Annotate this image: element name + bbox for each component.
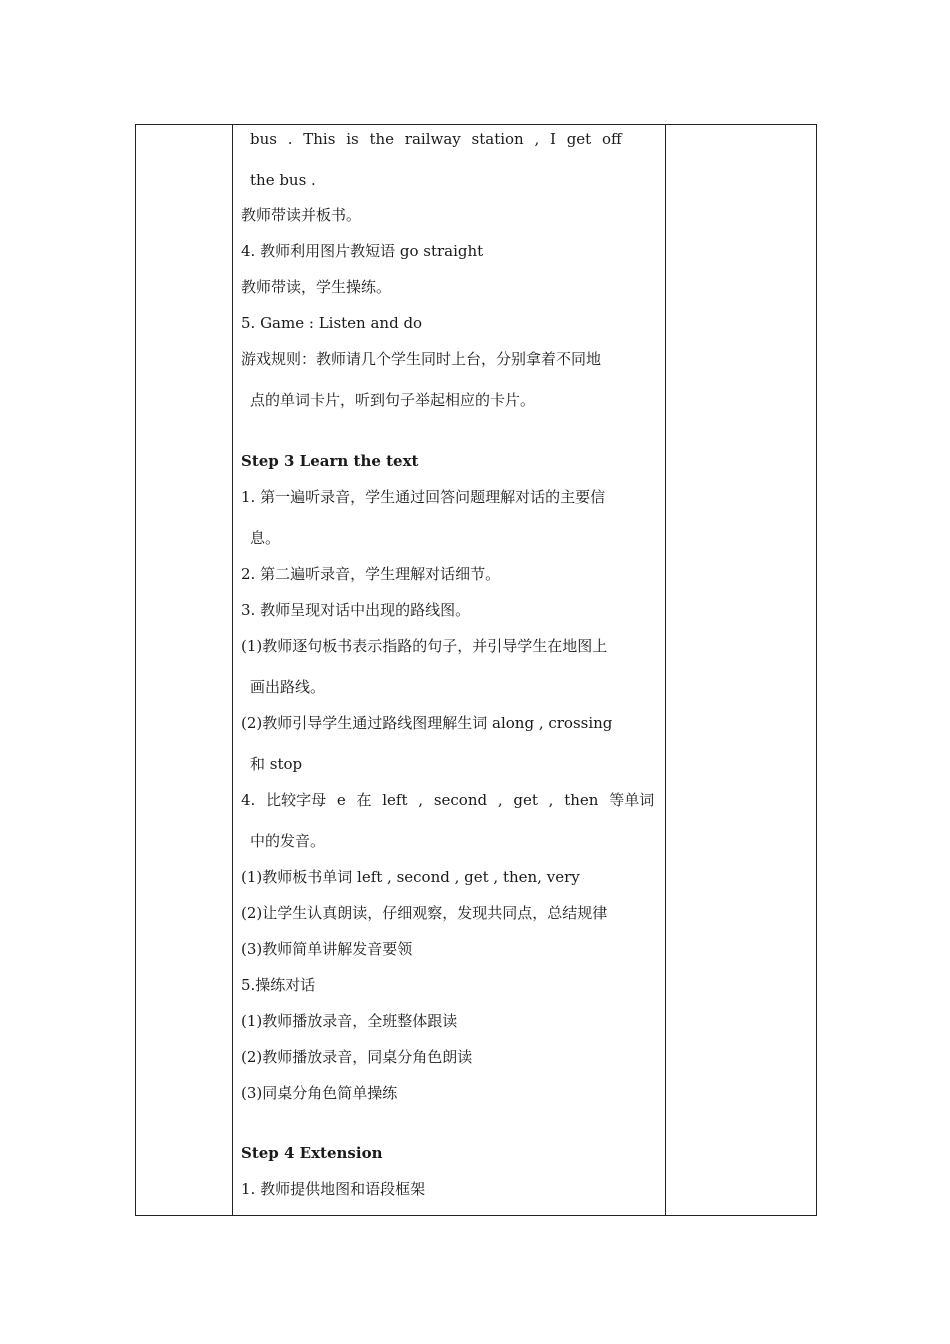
right-column-cell	[666, 125, 817, 1216]
text-line: 1. 第一遍听录音，学生通过回答问题理解对话的主要信	[241, 488, 606, 506]
text-line: 点的单词卡片，听到句子举起相应的卡片。	[250, 391, 536, 409]
table-row	[136, 125, 817, 1216]
text-line: 息。	[250, 529, 281, 547]
text-line: 5.操练对话	[241, 976, 316, 994]
text-line: (3)教师简单讲解发音要领	[241, 940, 413, 958]
text-line: bus . This is the railway station , I get off	[250, 130, 622, 148]
text-line: 教师带读，学生操练。	[241, 278, 392, 296]
text-line: (2)教师引导学生通过路线图理解生词 along , crossing	[241, 714, 613, 732]
left-column-cell	[136, 125, 233, 1216]
text-line: 2. 第二遍听录音，学生理解对话细节。	[241, 565, 501, 583]
text-line: 4. 比较字母 e 在 left , second , get , then 等单词	[241, 791, 655, 809]
section-heading: Step 3 Learn the text	[241, 452, 419, 470]
text-line: (2)教师播放录音，同桌分角色朗读	[241, 1048, 473, 1066]
text-line: (2)让学生认真朗读，仔细观察，发现共同点，总结规律	[241, 904, 608, 922]
section-heading: Step 4 Extension	[241, 1144, 383, 1162]
text-line: the bus .	[250, 171, 316, 189]
procedure-column-cell	[233, 125, 666, 1216]
text-line: 4. 教师利用图片教短语 go straight	[241, 242, 484, 260]
procedure-content	[233, 125, 665, 1215]
text-line: 和 stop	[250, 755, 303, 773]
text-line: (1)教师逐句板书表示指路的句子，并引导学生在地图上	[241, 637, 608, 655]
text-line: 3. 教师呈现对话中出现的路线图。	[241, 601, 471, 619]
text-line: 教师带读并板书。	[241, 206, 362, 224]
text-line: 中的发音。	[250, 832, 326, 850]
text-line: 游戏规则：教师请几个学生同时上台，分别拿着不同地	[241, 350, 602, 368]
lesson-plan-table	[135, 124, 817, 1216]
text-line: 5. Game : Listen and do	[241, 314, 423, 332]
text-line: (1)教师播放录音，全班整体跟读	[241, 1012, 458, 1030]
text-line: 1. 教师提供地图和语段框架	[241, 1180, 426, 1198]
text-line: 画出路线。	[250, 678, 326, 696]
text-line: (1)教师板书单词 left , second , get , then, very	[241, 868, 580, 886]
text-line: (3)同桌分角色简单操练	[241, 1084, 398, 1102]
